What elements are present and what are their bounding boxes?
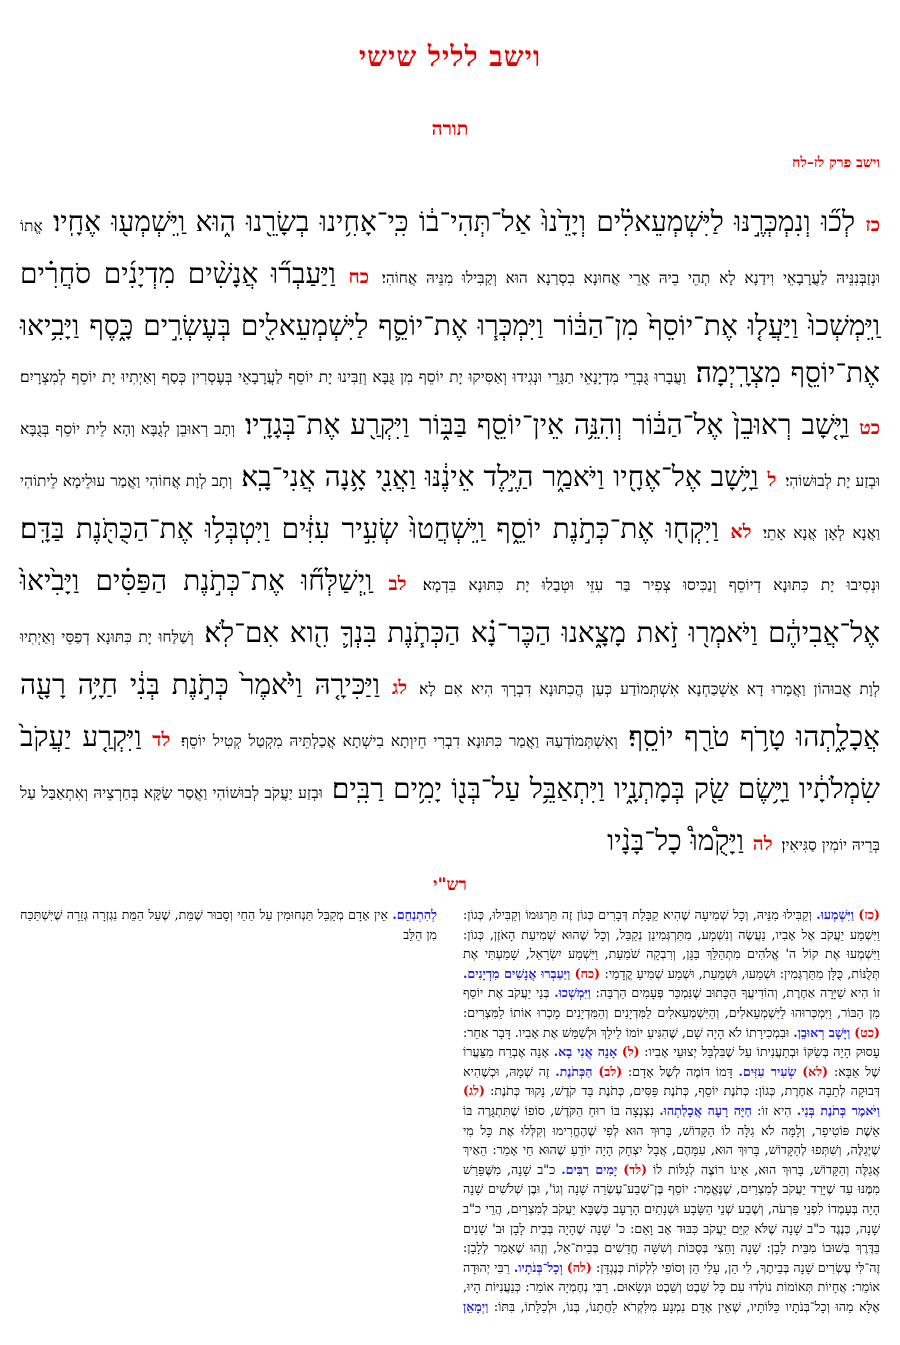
page-title: וישב לליל שישי [358, 40, 542, 73]
section-title: תורה [431, 118, 469, 140]
verse-text: וַיָּקֻ֩מוּ֩ כָל־בָּנָ֨יו [607, 824, 744, 857]
rashi-text: הִיא זוֹ: [757, 1102, 792, 1118]
rashi-text: אֵין אָדָם מְקַבֵּל תַּנְחוּמִין עַל הַחַי וְסָבוּר שֶׁמֵּת, שֶׁעַל הַמֵּת נִגְזְרָה גְּזֵרָה שֶׁיִּשְׁתַּכַּח מִן הַלֵּב [20, 907, 437, 942]
rashi-text: כ"ב שָׁנָה, מִשֶּׁפֵּרַשׁ מִמֶּנּוּ עַד שֶׁיָּרַד יַעֲקֹב לְמִצְרַיִם, שֶׁנֶּאֱמַר: יוֹסֵף בֶּן־שְׁבַע־עֶשְׂרֵה שָׁנָה וְגוֹ', וּבֶן שְׁלֹשִׁים שָׁנָה הָיָה בְּעָמְדוֹ לִפְנֵי פַּרְעֹה, וְשֶׁבַע שְׁנֵי הַשָּׂבָע וּשְׁנָתַיִם הָרָעָב כְּשֶׁבָּא יַעֲקֹב לְמִצְרַיִם, הֲרֵי כ"ב שָׁנָה, כְּנֶגֶד כ"ב שָׁנָה שֶׁלֹּא קִיֵּם יַעֲקֹב כִּבּוּד אָב וָאֵם: כ' שָׁנָה שֶׁהָיָה בְּבֵית לָבָן וּב' שָׁנִים בַּדֶּרֶךְ בְּשׁוּבוֹ מִבֵּית לָבָן: שָׁנָה וָחֵצִי בְּסֻכּוֹת וְשִׁשָּׁה חֳדָשִׁים בְּבֵית־אֵל, וְזֶהוּ שֶׁאָמַר לְלָבָן: זֶה־לִּי עֶשְׂרִים שָׁנָה בְּבֵיתֶךָ, לִי הֵן, עָלַי הֵן וְסוֹפִי לִלְקוֹת כְּנֶגְדָּן: [463, 1161, 880, 1275]
targum-text: אֱתוֹ וּנְזַבְּנִנֵּיהּ לַעֲרָבָאֵי וִידַנָא לָא תְהֵי בֵיהּ אֲרֵי אֲחוּנָא בִסְרַנָא הוּא וְקַבִּילוּ מִנֵּיהּ אֲחוֹהִי׃ [20, 217, 881, 287]
verse-number: לא [730, 521, 752, 543]
rashi-commentary [20, 905, 880, 1345]
rashi-verse-number: (לה) [566, 1259, 592, 1275]
verse-text: וַיָּ֤שָׁב רְאוּבֵן֙ אֶל־הַבּ֔וֹר וְהִנֵּ֥ה אֵין־יוֹסֵ֖ף בַּבּ֑וֹר וַיִּקְרַ֖ע אֶת־בְּגָדָֽיו׃ [244, 408, 850, 441]
rashi-verse-number: (כח) [574, 965, 601, 981]
dibbur-hamatchil: הַכְּתֹנֶת. [555, 1063, 593, 1079]
verse-text: וַיִּקְרַ֤ע יַעֲקֹב֙ שִׂמְלֹתָ֔יו וַיָּ֥שֶׂם שַׂ֖ק בְּמָתְנָ֑יו וַיִּתְאַבֵּ֥ל עַל־בְּנ֖וֹ יָמִ֥ים רַבִּֽים׃ [20, 720, 880, 805]
rashi-verse-number: (לג) [463, 1083, 485, 1099]
targum-text: וְאִשְׁתְּמוֹדְעַהּ וַאֲמַר כִּתּוּנָא דִבְרִי חֵיוְתָא בִישְׁתָא אֲכַלְתֵּיהּ מִקְטַל קְטִיל יוֹסֵף׃ [181, 732, 618, 750]
rashi-verse-number: (לד) [623, 1161, 648, 1177]
verse-text: וַיִּקְח֖וּ אֶת־כְּתֹ֣נֶת יוֹסֵ֑ף וַֽיִּשְׁחֲטוּ֙ שְׂעִ֣יר עִזִּ֔ים וַיִּטְבְּל֥וּ אֶת־הַכֻּתֹּ֖נֶת בַּדָּֽם׃ [20, 512, 719, 545]
dibbur-hamatchil: חַיָּה רָעָה אֲכָלַתְהוּ. [659, 1102, 752, 1118]
rashi-comment [463, 1162, 880, 1275]
dibbur-hamatchil: וַיַּעַבְרוּ אֲנָשִׁים מִדְיָנִים. [463, 965, 571, 981]
verse-number: לה [752, 833, 773, 855]
dibbur-hamatchil: שְׂעִיר עִזִּים. [738, 1063, 797, 1079]
verse-number: כט [859, 417, 880, 439]
rashi-text: דָּמוֹ דּוֹמֶה לְשֶׁל אָדָם: [628, 1063, 733, 1079]
rashi-text: זוֹ הִיא שַׁיָּרָה אַחֶרֶת, וְהוֹדִיעֲךָ הַכָּתוּב שֶׁנִּמְכַּר פְּעָמִים הַרְבֵּה: [595, 985, 880, 1001]
dibbur-hamatchil: וְכָל־בְּנֹתָיו. [513, 1259, 563, 1275]
verse-number: לג [391, 677, 408, 699]
rashi-verse-number: (ל) [621, 1044, 640, 1060]
torah-text [20, 198, 880, 869]
targum-text: וְתָב רְאוּבֵן לְגֻבָּא וְהָא לֵית יוֹסֵף בְּגֻבָּא וּבְזַע יָת לְבוּשׁוֹהִי׃ [20, 420, 880, 490]
dibbur-hamatchil: וַיְמָאֵן לְהִתְנַחֵם. [392, 907, 489, 1314]
rashi-text: רַבִּי יְהוּדָה אוֹמֵר: אֲחָיוֹת תְּאוֹמוֹת נוֹלְדוּ עִם כָּל שֵׁבֶט וְשֵׁבֶט וּנְשָׂאוּם. רַבִּי נְחֶמְיָה אוֹמֵר: כְּנַעֲנִיּוֹת הָיוּ, אֶלָּא מַהוּ וְכָל־בְּנֹתָיו כַּלּוֹתָיו, שֶׁאֵין אָדָם נִמְנָע מִלִּקְרֹא לַחֲתָנוֹ, בְּנוֹ, וּלְכַלָּתוֹ, בִּתּוֹ: [463, 1259, 880, 1314]
verse-text: וַיַּכִּירָ֤הּ וַיֹּ֙אמֶר֙ כְּתֹ֣נֶת בְּנִ֔י חַיָּ֥ה רָעָ֖ה אֲכָלָ֑תְהוּ טָרֹ֥ף טֹרַ֖ף יוֹסֵֽף׃ [20, 668, 880, 753]
verse [607, 824, 773, 857]
page [20, 0, 880, 1345]
targum-text: וְשַׁלַּחוּ יָת כִּתּוּנָא דְפַסֵּי וְאַיְתִיוּ לְוָת אֲבוּהוֹן וַאֲמָרוּ דָא אַשְׁכַּחְנָא אִשְׁתְּמוֹדַע כְּעַן הֲכִתּוּנָא דִבְרָךְ הִיא אִם לָא׃ [20, 628, 880, 698]
targum-text: וּנְסִיבוּ יָת כִּתּוּנָא דְיוֹסֵף וְנַכִּיסוּ צְפִיר בַּר עִזֵּי וּטְבַלוּ יָת כִּתּוּנָא בִּדְמָא׃ [422, 576, 880, 594]
targum-text: וְתָב לְוָת אֲחוֹהִי וַאֲמַר עוּלֵימָא לֵיתוֹהִי וַאֲנָא לְאָן אֲנָא אָתֵי׃ [20, 472, 880, 542]
verse-number: כז [865, 214, 881, 236]
dibbur-hamatchil: יָמִים רַבִּים. [561, 1161, 618, 1177]
rashi-text: וּבִמְכִירָתוֹ לֹא הָיָה שָׁם, שֶׁהִגִּיעַ יוֹמוֹ לֵילֵךְ וּלְשַׁמֵּשׁ אֶת אָבִיו. דָּבָר אַחֵר: עָסוּק הָיָה בְּשַׂקּוֹ וּבְתַעֲנִיתוֹ עַל שֶׁבִּלְבֵּל יְצוּעֵי אָבִיו: [463, 1024, 880, 1060]
verse-number: כח [348, 266, 370, 288]
targum-text: וּבְזַע יַעֲקֹב לְבוּשׁוֹהִי וַאֲסַר שַׂקָּא בְּחַרְצֵיהּ וְאִתְאַבַּל עַל בְּרֵיהּ יוֹמִין סַגִּיאִין׃ [20, 784, 880, 854]
verse-text: לְכ֞וּ וְנִמְכְּרֶ֣נּוּ לַיִּשְׁמְעֵאלִ֗ים וְיָדֵ֙נוּ֙ אַל־תְּהִי־ב֔וֹ כִּֽי־אָחִ֥ינוּ בְשָׂרֵ֖נוּ ה֑וּא וַֽיִּשְׁמְע֖וּ אֶחָֽיו׃ [53, 205, 856, 238]
rashi-comment [622, 1064, 828, 1079]
rashi-verse-number: (לא) [802, 1063, 829, 1079]
dibbur-hamatchil: וַיֹּאמֶר כְּתֹנֶת בְּנִי. [796, 1102, 880, 1118]
rashi-verse-number: (לב) [598, 1063, 623, 1079]
targum-text: וַעֲבָרוּ גֻּבְרֵי מִדְיָנָאֵי תַגָּרֵי וּנְגִידוּ וְאַסִּיקוּ יָת יוֹסֵף מִן גֻּבָּא וְזַבִּינוּ יָת יוֹסֵף לַעֲרָבָאֵי בְּעֶסְרִין כְּסַף וְאַיְתִיוּ יָת יוֹסֵף לְמִצְרָיִם׃ [20, 368, 687, 386]
rashi-verse-number: (כט) [854, 1024, 880, 1040]
rashi-verse-number: (כז) [858, 907, 880, 922]
rashi-text: בְּנֵי יַעֲקֹב אֶת יוֹסֵף מִן הַבּוֹר, וַיִּמְכְּרוּהוּ לַיִּשְׁמְעֵאלִים, וְהַיִּשְׁמְעֵאלִים לַמִּדְיָנִים וְהַמִּדְיָנִים מָכְרוּ אוֹתוֹ לַמִּצְרִים: [463, 985, 880, 1020]
dibbur-hamatchil: וַיִּשְׁמְעוּ. [816, 907, 854, 922]
rashi-text: נִצְנְצָה בּוֹ רוּחַ הַקֹּדֶשׁ, סוֹפוֹ שֶׁתִּתְגָּרֶה בּוֹ אֵשֶׁת פּוֹטִיפַר, וְלָמָּה לֹא גִלָּה לוֹ הַקָּדוֹשׁ, בָּרוּךְ הוּא לְפִי שֶׁהֶחֱרִימוּ וְקִלְּלוּ אֶת כָּל מִי שֶׁיְּגַלֶּה, וְשִׁתְּפוּ לְהַקָּדוֹשׁ, בָּרוּךְ הוּא, עִמָּהֶם, אֲבָל יִצְחָק הָיָה יוֹדֵעַ שֶׁהוּא חַי אָמַר: הֵאַיךְ אֲגַלֶּה וְהַקָּדוֹשׁ, בָּרוּךְ הוּא, אֵינוֹ רוֹצֶה לְגַלּוֹת לוֹ [463, 1102, 880, 1177]
verse-text: וַֽיְשַׁלְּח֞וּ אֶת־כְּתֹ֣נֶת הַפַּסִּ֗ים וַיָּבִ֙יאוּ֙ אֶל־אֲבִיהֶ֔ם וַיֹּאמְר֖וּ זֹ֣את מָצָ֑אנוּ הַכֶּר־נָ֗א הַכְּתֹ֧נֶת בִּנְךָ֛ הִ֖וא אִם־לֹֽא׃ [20, 564, 880, 649]
dibbur-hamatchil: אָנָה אֲנִי בָא. [553, 1044, 618, 1060]
verse-text: וַיַּעַבְר֞וּ אֲנָשִׁ֨ים מִדְיָנִ֜ים סֹחֲרִ֗ים וַֽיִּמְשְׁכוּ֙ וַיַּעֲל֤וּ אֶת־יוֹסֵף֙ מִן־הַבּ֔וֹר וַיִּמְכְּר֧וּ אֶת־יוֹסֵ֛ף לַיִּשְׁמְעֵאלִ֖ים בְּעֶשְׂרִ֣ים כָּ֑סֶף וַיָּבִ֥יאוּ אֶת־יוֹסֵ֖ף מִצְרָֽיְמָה׃ [20, 257, 881, 389]
verse-number: לב [388, 573, 407, 595]
chapter-reference: וישב פרק לז–לח [792, 155, 880, 171]
dibbur-hamatchil: וַיָּשָׁב רְאוּבֵן. [793, 1024, 851, 1040]
dibbur-hamatchil: וַיִּמְשְׁכוּ. [554, 985, 591, 1001]
rashi-text: זֶה שְׁמָהּ, וּכְשֶׁהִיא דְּבוּקָה לְתֵבָה אַחֶרֶת, כְּגוֹן: כְּתֹנֶת יוֹסֵף, כְּתֹנֶת פַּסִּים, כְּתֹנֶת בַּד קֹדֶשׁ, נָקוּד כְּתֹנֶת: [463, 1063, 880, 1099]
rashi-text: וְקַבִּילוּ מִנֵּיהּ, וְכָל שְׁמִיעָה שֶׁהִיא קַבָּלַת דְּבָרִים כְּגוֹן זֶה תַּרְגּוּמוֹ וְקַבִּילוּ, כְּגוֹן: וַיִּשְׁמַע יַעֲקֹב אֶל אָבִיו, נַעֲשֶׂה וְנִשְׁמָע, מִתַּרְגְּמִינַן נְקַבֵּל, וְכָל שֶׁהוּא שְׁמִיעַת הָאֹזֶן, כְּגוֹן: וַיִּשְׁמְעוּ אֶת קוֹל ה' אֱלֹהִים מִתְהַלֵּךְ בַּגָּן, וְרִבְקָה שֹׁמַעַת, וַיִּשְׁמַע יִשְׂרָאֵל, שָׁמַעְתִּי אֶת תְּלֻנּוֹת, כֻּלָּן מִתַּרְגְּמִין: וּשְׁמַעוּ, וּשְׁמַעַת, וּשְׁמַע שְׁמִיעַ קֳדָמַי: [463, 907, 880, 981]
rashi-comment [20, 907, 488, 1314]
verse-text: וַיָּ֥שָׁב אֶל־אֶחָ֖יו וַיֹּאמַ֑ר הַיֶּ֣לֶד אֵינֶ֔נּוּ וַאֲנִ֖י אָ֥נָה אֲנִי־בָֽא׃ [241, 460, 759, 493]
rashi-text: אָנָה אֶבְרַח מִצַּעֲרוֹ שֶׁל אַבָּא: [463, 1044, 881, 1079]
verse-number: לד [152, 729, 171, 751]
verse-number: ל [767, 469, 777, 491]
rashi-title: רש"י [433, 875, 467, 895]
